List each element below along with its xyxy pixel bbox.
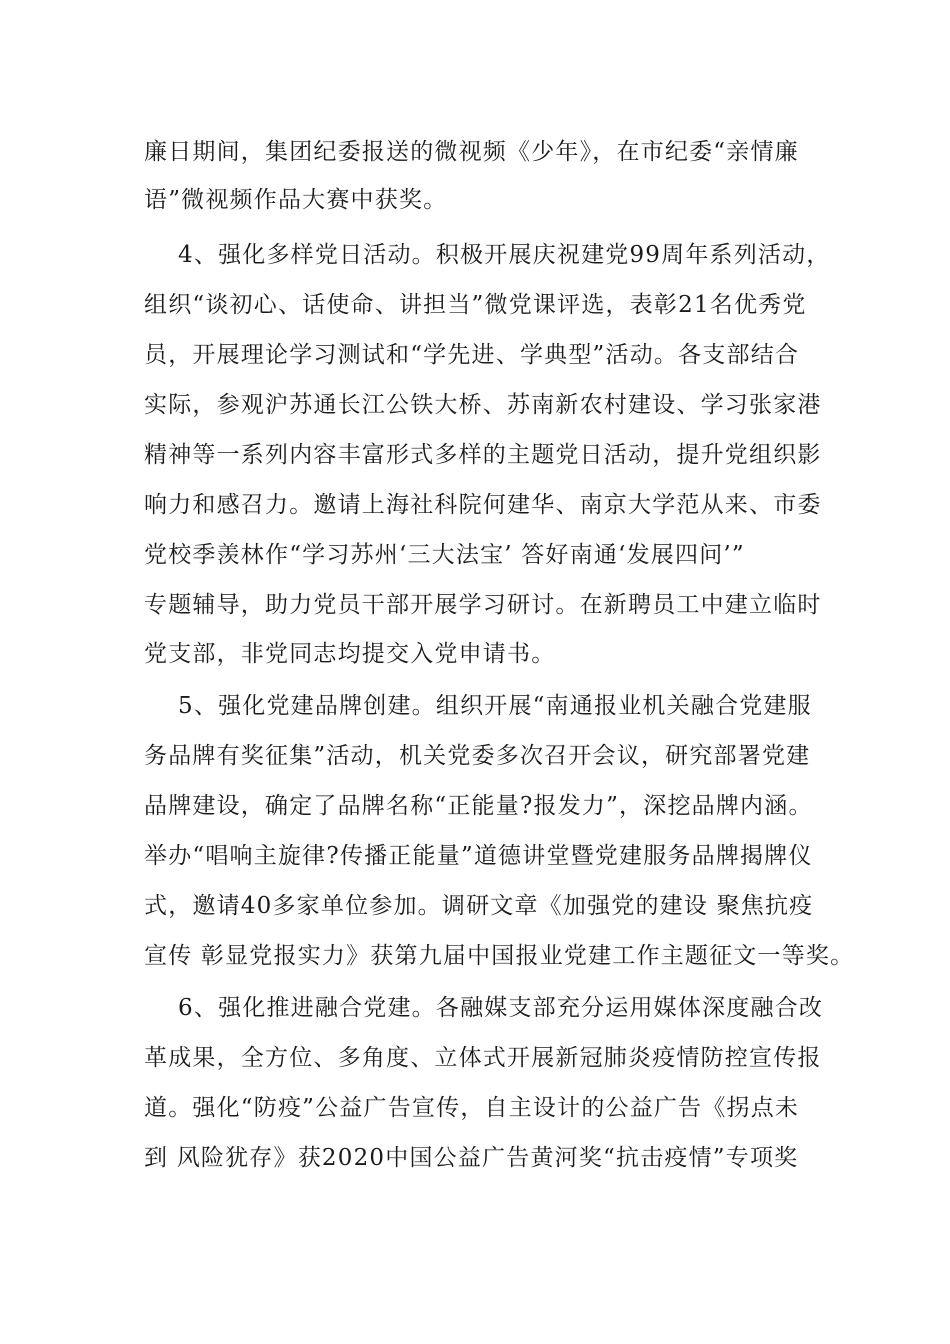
text-line: 组织“谈初心、话使命、讲担当”微党课评选，表彰21名优秀党 <box>144 292 807 318</box>
text-line: 到 风险犹存》获2020中国公益广告黄河奖“抗击疫情”专项奖 <box>144 1145 799 1171</box>
text-line: 宣传 彰显党报实力》获第九届中国报业党建工作主题征文一等奖。 <box>144 943 855 969</box>
text-line: 专题辅导，助力党员干部开展学习研讨。在新聘员工中建立临时 <box>144 592 822 618</box>
text-line: 举办“唱响主旋律?传播正能量”道德讲堂暨党建服务品牌揭牌仪 <box>144 843 813 869</box>
text-line: 道。强化“防疫”公益广告宣传，自主设计的公益广告《拐点未 <box>144 1095 800 1121</box>
text-line: 响力和感召力。邀请上海社科院何建华、南京大学范从来、市委 <box>144 492 822 518</box>
text-line: 精神等一系列内容丰富形式多样的主题党日活动，提升党组织影 <box>144 442 822 468</box>
text-line: 实际，参观沪苏通长江公铁大桥、苏南新农村建设、学习张家港 <box>144 392 822 418</box>
text-line: 4、强化多样党日活动。积极开展庆祝建党99周年系列活动， <box>144 242 831 268</box>
text-line: 务品牌有奖征集”活动，机关党委多次召开会议，研究部署党建 <box>144 743 811 769</box>
text-line: 廉日期间，集团纪委报送的微视频《少年》，在市纪委“亲情廉 <box>144 139 799 165</box>
text-line: 5、强化党建品牌创建。组织开展“南通报业机关融合党建服 <box>144 693 812 719</box>
text-line: 革成果，全方位、多角度、立体式开展新冠肺炎疫情防控宣传报 <box>144 1045 822 1071</box>
text-line: 语”微视频作品大赛中获奖。 <box>144 187 448 213</box>
text-line: 员，开展理论学习测试和“学先进、学典型”活动。各支部结合 <box>144 342 800 368</box>
text-line: 党校季羡林作“学习苏州‘三大法宝’ 答好南通‘发展四问’” <box>144 542 745 568</box>
text-line: 式，邀请40多家单位参加。调研文章《加强党的建设 聚焦抗疫 <box>144 893 814 919</box>
text-line: 品牌建设，确定了品牌名称“正能量?报发力”，深挖品牌内涵。 <box>144 793 813 819</box>
text-line: 6、强化推进融合党建。各融媒支部充分运用媒体深度融合改 <box>144 995 824 1021</box>
text-line: 党支部，非党同志均提交入党申请书。 <box>144 641 556 667</box>
